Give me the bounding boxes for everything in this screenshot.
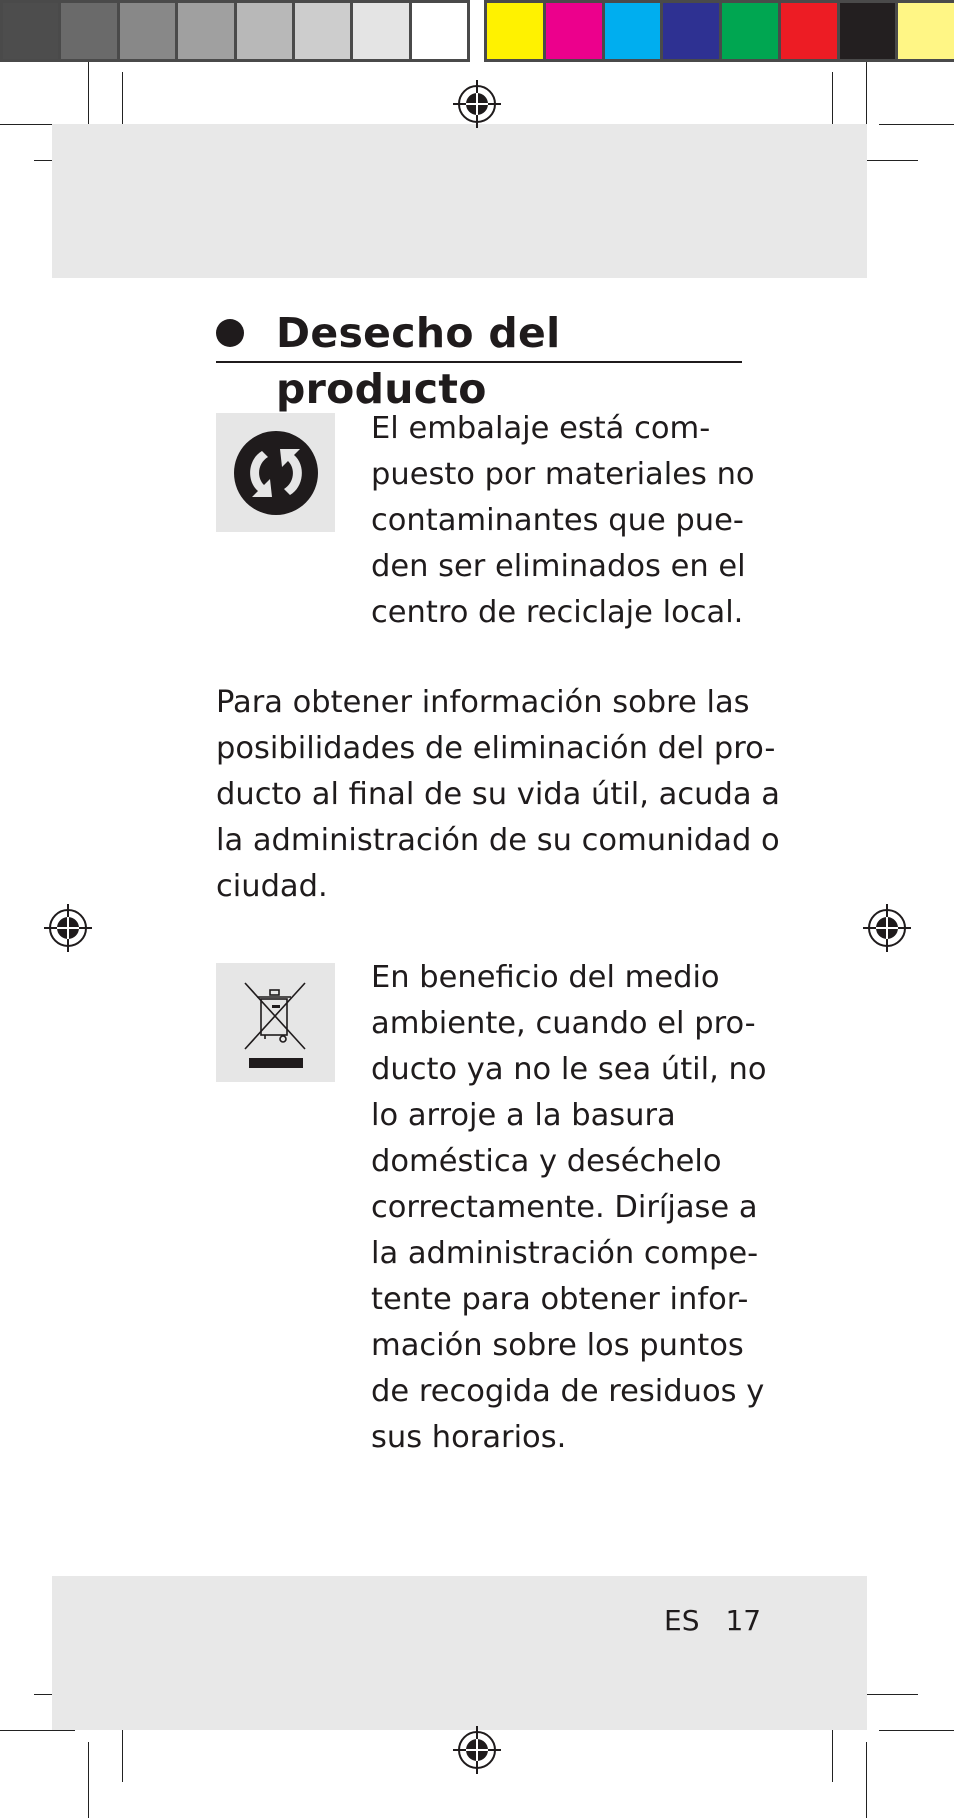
- registration-mark-icon: [43, 903, 93, 953]
- language-code: ES: [664, 1604, 700, 1637]
- text-line: sus horarios.: [371, 1420, 567, 1455]
- crop-mark: [866, 62, 867, 128]
- gray-swatch: [120, 3, 175, 59]
- text-line: la administración de su comunidad o: [216, 823, 780, 858]
- registration-mark-icon: [452, 1725, 502, 1775]
- gray-swatch: [353, 3, 408, 59]
- text-line: contaminantes que pue-: [371, 503, 744, 538]
- weee-paragraph: [371, 955, 767, 1461]
- weee-icon-box: [216, 963, 335, 1082]
- magenta-swatch: [546, 3, 602, 59]
- text-line: ducto ya no le sea útil, no: [371, 1052, 767, 1087]
- page-number: 17: [725, 1604, 762, 1637]
- grayscale-calibration-bar: [0, 0, 470, 62]
- text-line: centro de reciclaje local.: [371, 595, 744, 630]
- text-line: En beneficio del medio: [371, 960, 720, 995]
- green-dot-recycling-icon: [232, 429, 320, 517]
- crossed-out-wheelie-bin-icon: [241, 975, 311, 1071]
- gray-swatch: [3, 3, 58, 59]
- light-yellow-swatch: [898, 3, 954, 59]
- red-swatch: [781, 3, 837, 59]
- text-line: correctamente. Diríjase a: [371, 1190, 758, 1225]
- gray-swatch: [295, 3, 350, 59]
- header-band: [52, 124, 867, 278]
- crop-mark: [879, 1730, 954, 1731]
- text-line: lo arroje a la basura: [371, 1098, 676, 1133]
- section-title: Desecho del producto: [276, 309, 561, 413]
- registration-mark-icon: [862, 903, 912, 953]
- crop-mark: [879, 124, 954, 125]
- green-swatch: [722, 3, 778, 59]
- gray-swatch: [178, 3, 233, 59]
- gray-swatch: [412, 3, 467, 59]
- green-dot-icon-box: [216, 413, 335, 532]
- text-line: doméstica y deséchelo: [371, 1144, 722, 1179]
- crop-mark: [88, 62, 89, 128]
- text-line: El embalaje está com-: [371, 411, 711, 446]
- process-color-calibration-bar: [484, 0, 954, 62]
- text-line: de recogida de residuos y: [371, 1374, 765, 1409]
- text-line: den ser eliminados en el: [371, 549, 746, 584]
- gray-swatch: [237, 3, 292, 59]
- yellow-swatch: [487, 3, 543, 59]
- crop-mark: [88, 1742, 89, 1818]
- black-swatch: [840, 3, 896, 59]
- blue-swatch: [663, 3, 719, 59]
- text-line: posibilidades de eliminación del pro-: [216, 731, 776, 766]
- section-heading: [216, 305, 742, 413]
- crop-mark: [866, 1742, 867, 1818]
- registration-mark-icon: [452, 79, 502, 129]
- heading-bullet-icon: [216, 319, 244, 347]
- crop-mark: [0, 1730, 75, 1731]
- text-line: mación sobre los puntos: [371, 1328, 744, 1363]
- page-footer: [664, 1604, 761, 1637]
- text-line: la administración compe-: [371, 1236, 759, 1271]
- text-line: ciudad.: [216, 869, 328, 904]
- text-line: Para obtener información sobre las: [216, 685, 750, 720]
- gray-swatch: [61, 3, 116, 59]
- text-line: ambiente, cuando el pro-: [371, 1006, 756, 1041]
- packaging-paragraph: [371, 406, 755, 636]
- footer-band: [52, 1576, 867, 1730]
- text-line: tente para obtener infor-: [371, 1282, 749, 1317]
- disposal-info-paragraph: [216, 680, 780, 910]
- text-line: ducto al final de su vida útil, acuda a: [216, 777, 780, 812]
- cyan-swatch: [605, 3, 661, 59]
- text-line: puesto por materiales no: [371, 457, 755, 492]
